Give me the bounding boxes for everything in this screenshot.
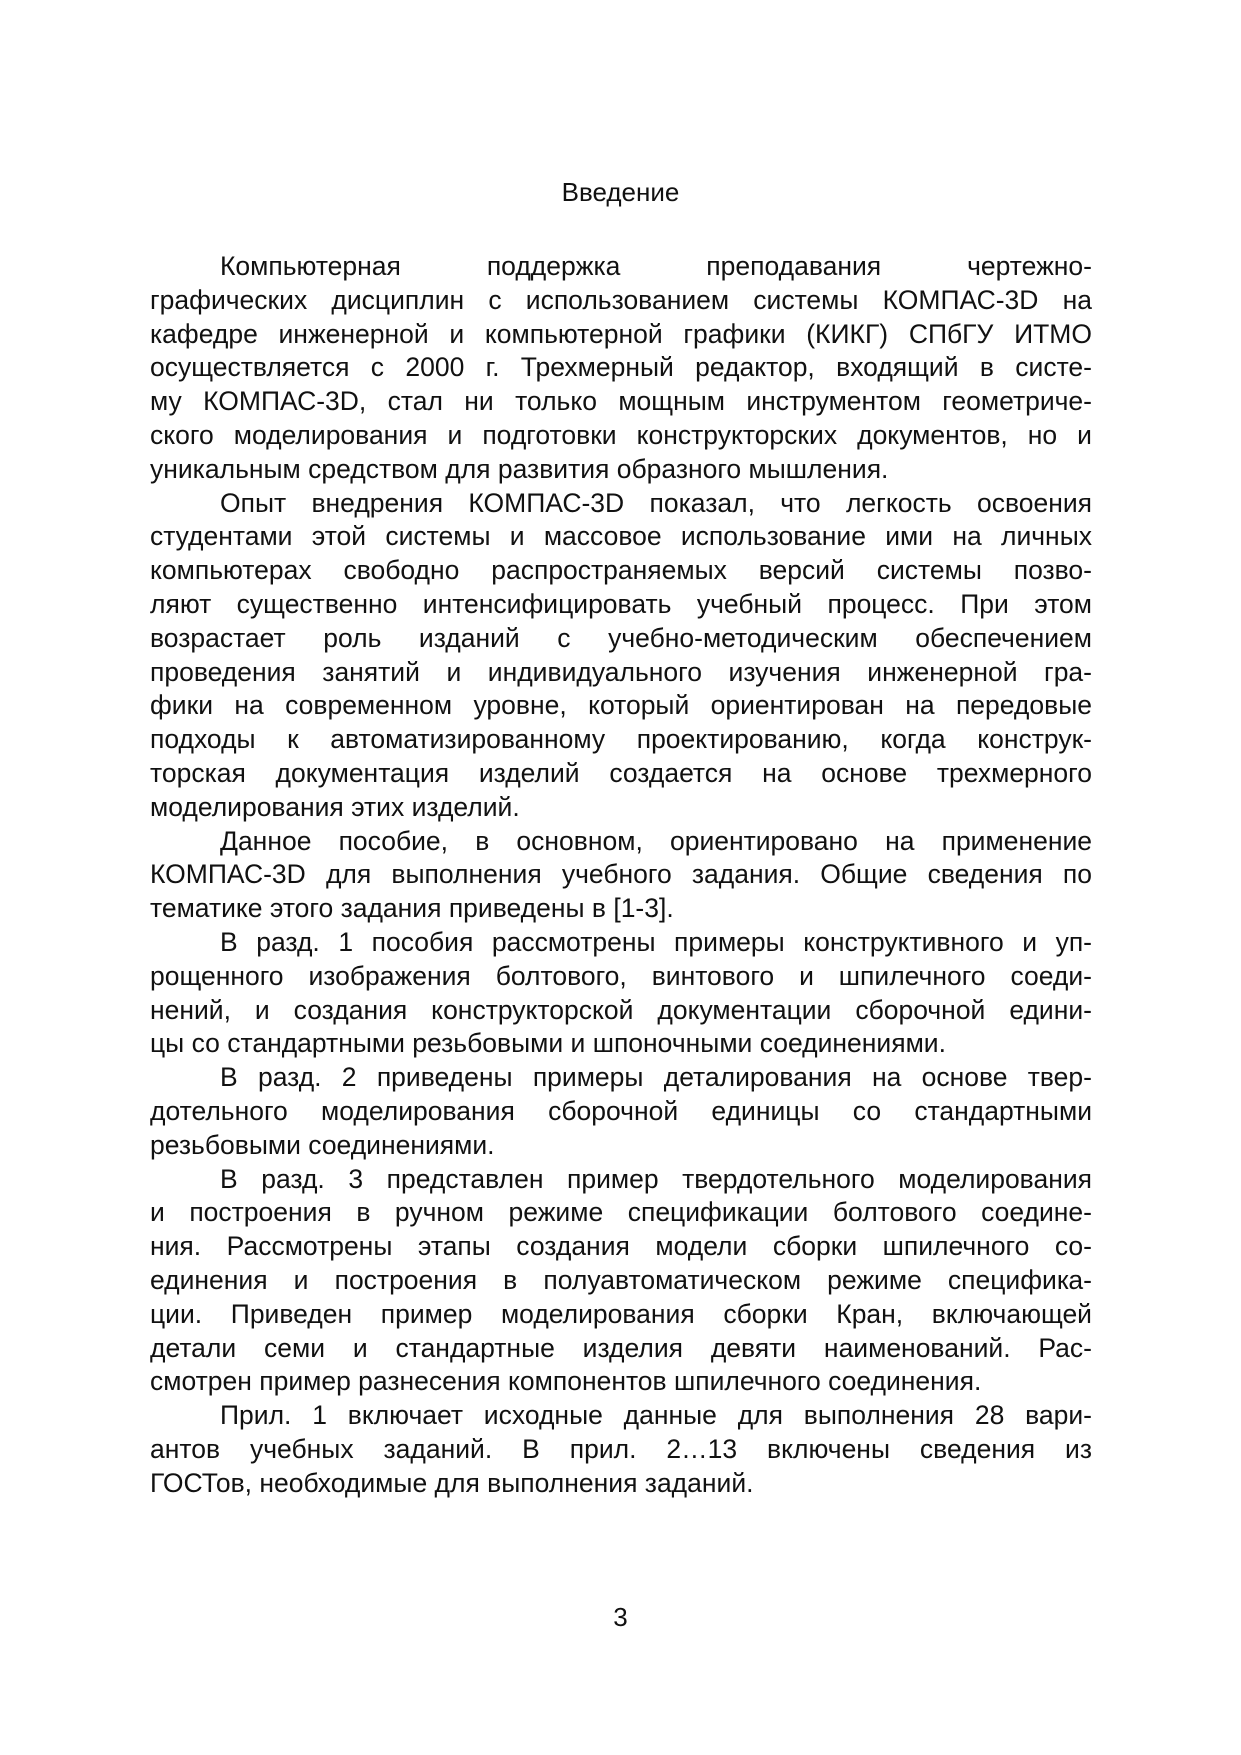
page-number: 3: [613, 1602, 628, 1632]
text-line: му КОМПАС-3D, стал ни только мощным инструментом геометриче-: [150, 386, 1092, 417]
paragraph-6: [150, 1163, 1092, 1400]
text-line: торская документация изделий создается на основе трехмерного: [150, 757, 1092, 788]
text-line: ляют существенно интенсифицировать учебный процесс. При этом: [150, 588, 1092, 619]
text-line: рощенного изображения болтового, винтового и шпилечного соеди-: [150, 960, 1092, 991]
text-line: Опыт внедрения КОМПАС-3D показал, что легкость освоения: [220, 487, 1092, 518]
paragraph-7: [150, 1399, 1092, 1500]
text-line: проведения занятий и индивидуального изучения инженерной гра-: [150, 656, 1092, 687]
text-line: моделирования этих изделий.: [150, 791, 520, 822]
text-line: уникальным средством для развития образного мышления.: [150, 453, 889, 484]
paragraph-4: [150, 926, 1092, 1061]
paragraph-2: [150, 487, 1092, 825]
page-title: Введение: [561, 177, 680, 207]
text-line: смотрен пример разнесения компонентов шпилечного соединения.: [150, 1366, 982, 1397]
text-line: детали семи и стандартные изделия девяти наименований. Рас-: [150, 1332, 1092, 1363]
body-text: [150, 250, 1092, 1500]
text-line: фики на современном уровне, который ориентирован на передовые: [150, 690, 1092, 721]
text-line: нений, и создания конструкторской документации сборочной едини-: [150, 994, 1092, 1025]
text-line: возрастает роль изданий с учебно-методическим обеспечением: [150, 622, 1092, 653]
text-line: осуществляется с 2000 г. Трехмерный редактор, входящий в систе-: [150, 352, 1092, 383]
text-line: резьбовыми соединениями.: [150, 1129, 495, 1160]
text-line: ГОСТов, необходимые для выполнения заданий.: [150, 1467, 754, 1498]
text-line: графических дисциплин с использованием системы КОМПАС-3D на: [150, 284, 1092, 315]
paragraph-5: [150, 1061, 1092, 1162]
text-line: В разд. 2 приведены примеры деталирования на основе твер-: [220, 1062, 1092, 1093]
text-line: ции. Приведен пример моделирования сборки Кран, включающей: [150, 1298, 1092, 1329]
text-line: кафедре инженерной и компьютерной графики (КИКГ) СПбГУ ИТМО: [150, 318, 1092, 349]
text-line: цы со стандартными резьбовыми и шпоночными соединениями.: [150, 1028, 946, 1059]
paragraph-3: [150, 825, 1092, 926]
text-line: ния. Рассмотрены этапы создания модели сборки шпилечного со-: [150, 1231, 1092, 1262]
text-line: тематике этого задания приведены в [1-3].: [150, 893, 674, 924]
text-line: Прил. 1 включает исходные данные для выполнения 28 вари-: [220, 1400, 1092, 1431]
text-line: единения и построения в полуавтоматическом режиме спецификa-: [150, 1264, 1092, 1295]
text-line: КОМПАС-3D для выполнения учебного задания. Общие сведения по: [150, 859, 1092, 890]
text-line: дотельного моделирования сборочной единицы со стандартными: [150, 1095, 1092, 1126]
text-line: В разд. 3 представлен пример твердотельного моделирования: [220, 1163, 1092, 1194]
text-line: и построения в ручном режиме спецификации болтового соедине-: [150, 1197, 1092, 1228]
text-line: Данное пособие, в основном, ориентировано на применение: [220, 825, 1092, 856]
text-line: В разд. 1 пособия рассмотрены примеры конструктивного и уп-: [220, 926, 1092, 957]
text-line: компьютерах свободно распространяемых версий системы позво-: [150, 555, 1092, 586]
text-line: ского моделирования и подготовки конструкторских документов, но и: [150, 419, 1092, 450]
text-line: антов учебных заданий. В прил. 2…13 включены сведения из: [150, 1433, 1092, 1464]
text-line: студентами этой системы и массовое использование ими на личных: [150, 521, 1092, 552]
paragraph-1: [150, 250, 1092, 487]
text-line: подходы к автоматизированному проектированию, когда конструк-: [150, 724, 1092, 755]
text-line: Компьютерная поддержка преподавания чертежно-: [220, 251, 1092, 281]
